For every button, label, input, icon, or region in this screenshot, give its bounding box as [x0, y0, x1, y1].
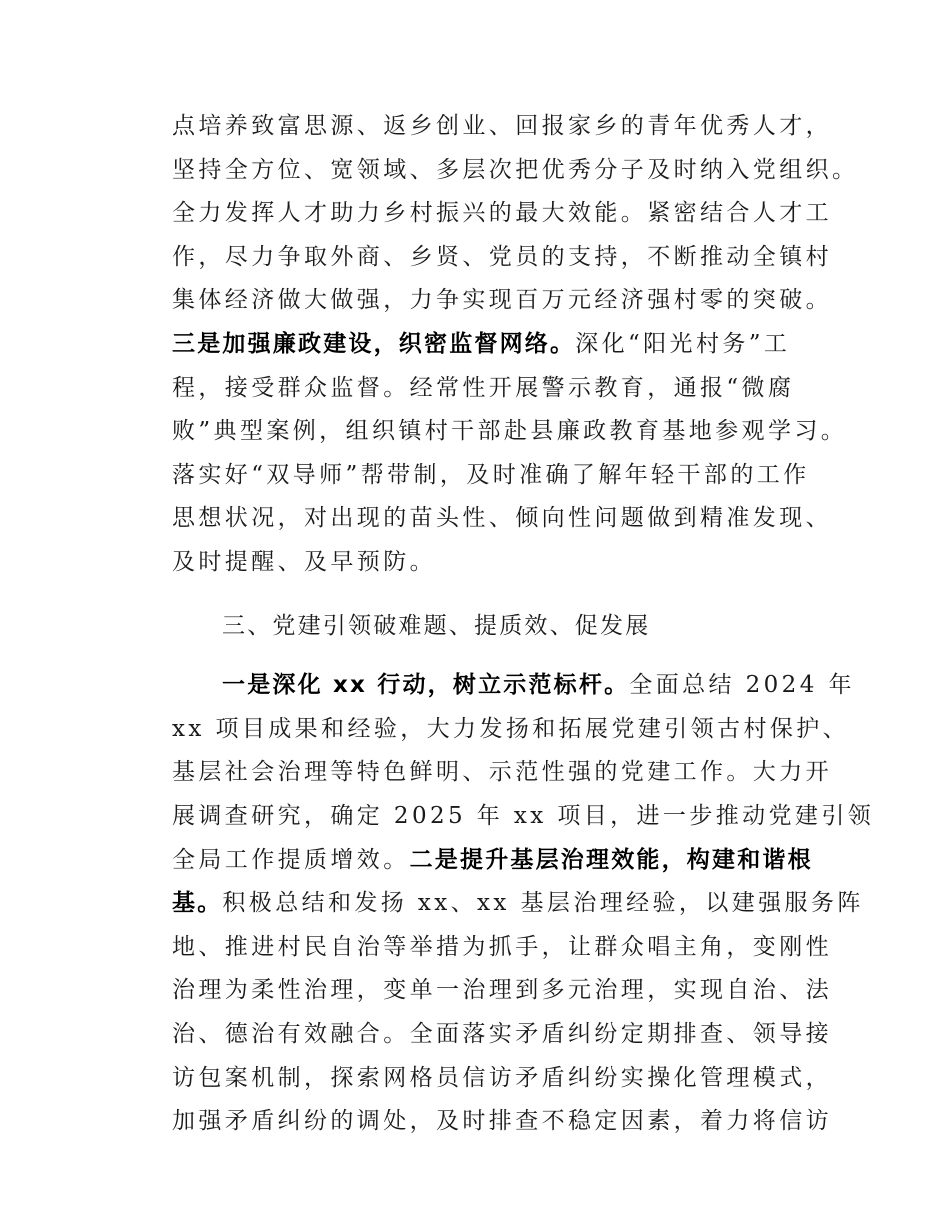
text-run: 及时提醒、及早预防。 [172, 549, 436, 575]
text-run: 坚持全方位、宽领域、多层次把优秀分子及时纳入党组织。 [172, 157, 859, 183]
text-line [172, 547, 872, 577]
text-line [172, 285, 872, 315]
text-line [172, 329, 872, 359]
text-run: 作，尽力争取外商、乡贤、党员的支持，不断推动全镇村 [172, 244, 832, 270]
bold-lead-phrase: 基。 [172, 890, 223, 916]
text-line [222, 670, 922, 700]
text-line [172, 503, 872, 533]
text-run: 治理为柔性治理，变单一治理到多元治理，实现自治、法 [172, 977, 832, 1003]
text-line [172, 845, 872, 875]
text-line [172, 373, 872, 403]
bold-lead-phrase: 一是深化 xx 行动，树立示范标杆。 [222, 672, 630, 698]
text-line [172, 932, 872, 962]
text-line [172, 975, 872, 1005]
text-line [172, 714, 872, 744]
text-run: xx 项目成果和经验，大力发扬和拓展党建引领古村保护、 [172, 716, 850, 742]
text-line [172, 416, 872, 446]
text-line [172, 242, 872, 272]
text-line [172, 757, 872, 787]
text-line [172, 1063, 872, 1093]
text-run: 治、德治有效融合。全面落实矛盾纠纷定期排查、领导接 [172, 1021, 832, 1047]
text-run: 败”典型案例，组织镇村干部赴县廉政教育基地参观学习。 [172, 418, 848, 444]
text-line [172, 1019, 872, 1049]
text-run: 基层社会治理等特色鲜明、示范性强的党建工作。大力开 [172, 759, 832, 785]
text-run: 加强矛盾纠纷的调处，及时排查不稳定因素，着力将信访 [172, 1108, 832, 1134]
section-heading [222, 611, 922, 641]
text-run: 访包案机制，探索网格员信访矛盾纠纷实操化管理模式， [172, 1065, 832, 1091]
text-run: 点培养致富思源、返乡创业、回报家乡的青年优秀人才， [172, 113, 832, 139]
text-run: 积极总结和发扬 xx、xx 基层治理经验，以建强服务阵 [222, 890, 864, 916]
text-line [172, 198, 872, 228]
text-line [172, 801, 875, 831]
text-run: 全面总结 2024 年 [629, 672, 855, 698]
text-run: 深化“阳光村务”工 [575, 331, 791, 357]
text-line [172, 888, 872, 918]
text-run: 地、推进村民自治等举措为抓手，让群众唱主角，变刚性 [172, 934, 832, 960]
text-run: 全局工作提质增效。 [172, 847, 410, 873]
text-line [172, 1106, 872, 1136]
bold-lead-phrase: 二是提升基层治理效能，构建和谐根 [409, 847, 813, 873]
text-line [172, 155, 872, 185]
text-run: 思想状况，对出现的苗头性、倾向性问题做到精准发现、 [172, 505, 832, 531]
text-run: 集体经济做大做强，力争实现百万元经济强村零的突破。 [172, 287, 832, 313]
text-line [172, 111, 872, 141]
text-line [172, 460, 872, 490]
text-run: 展调查研究，确定 2025 年 xx 项目，进一步推动党建引领 [172, 803, 875, 829]
text-run: 程，接受群众监督。经常性开展警示教育，通报“微腐 [172, 375, 795, 401]
text-run: 三、党建引领破难题、提质效、促发展 [222, 613, 651, 639]
bold-lead-phrase: 三是加强廉政建设，织密监督网络。 [172, 331, 576, 357]
text-run: 落实好“双导师”帮带制，及时准确了解年轻干部的工作 [172, 462, 810, 488]
text-run: 全力发挥人才助力乡村振兴的最大效能。紧密结合人才工 [172, 200, 832, 226]
